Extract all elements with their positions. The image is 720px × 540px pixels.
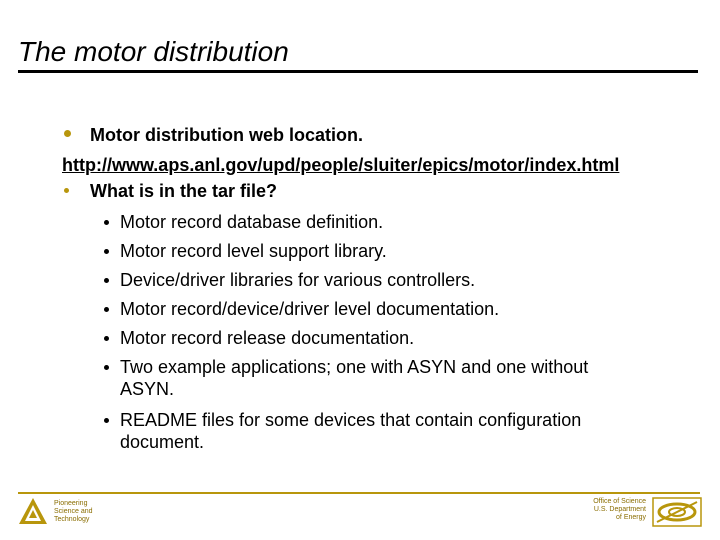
- bullet-dot-2: [64, 188, 69, 193]
- sub-dot: [104, 307, 109, 312]
- sub-bullet: Device/driver libraries for various controllers.: [120, 270, 476, 290]
- footer-rule: [18, 492, 700, 494]
- sub-bullet: Motor record release documentation.: [120, 328, 415, 348]
- sub-dot: [104, 336, 109, 341]
- sub-bullet: Two example applications; one with ASYN and one without: [120, 357, 589, 377]
- sub-dot: [104, 278, 109, 283]
- sub-bullet: README files for some devices that contain configuration: [120, 410, 582, 430]
- sub-bullet: Motor record database definition.: [120, 212, 384, 232]
- title-rule: [18, 70, 698, 73]
- bullet-web-location: Motor distribution web location.: [90, 125, 363, 145]
- sub-bullet: Motor record level support library.: [120, 241, 387, 261]
- footer-left-text: Pioneering Science and Technology: [54, 500, 93, 523]
- bullet-tar-file: What is in the tar file?: [90, 181, 278, 201]
- doe-logo-icon: [652, 497, 702, 527]
- bullet-dot-1: [64, 130, 71, 137]
- sub-bullet-continuation: document.: [120, 432, 205, 452]
- footer-right-text: Office of Science U.S. Department of Energy: [593, 498, 646, 521]
- motor-url-link[interactable]: http://www.aps.anl.gov/upd/people/sluiter/epics/motor/index.html: [62, 155, 620, 175]
- sub-dot: [104, 220, 109, 225]
- sub-dot: [104, 418, 109, 423]
- sub-dot: [104, 249, 109, 254]
- sub-bullet-continuation: ASYN.: [120, 379, 175, 399]
- sub-dot: [104, 365, 109, 370]
- slide-title: The motor distribution: [18, 36, 289, 67]
- argonne-logo-icon: [18, 497, 48, 525]
- sub-bullet: Motor record/device/driver level documentation.: [120, 299, 500, 319]
